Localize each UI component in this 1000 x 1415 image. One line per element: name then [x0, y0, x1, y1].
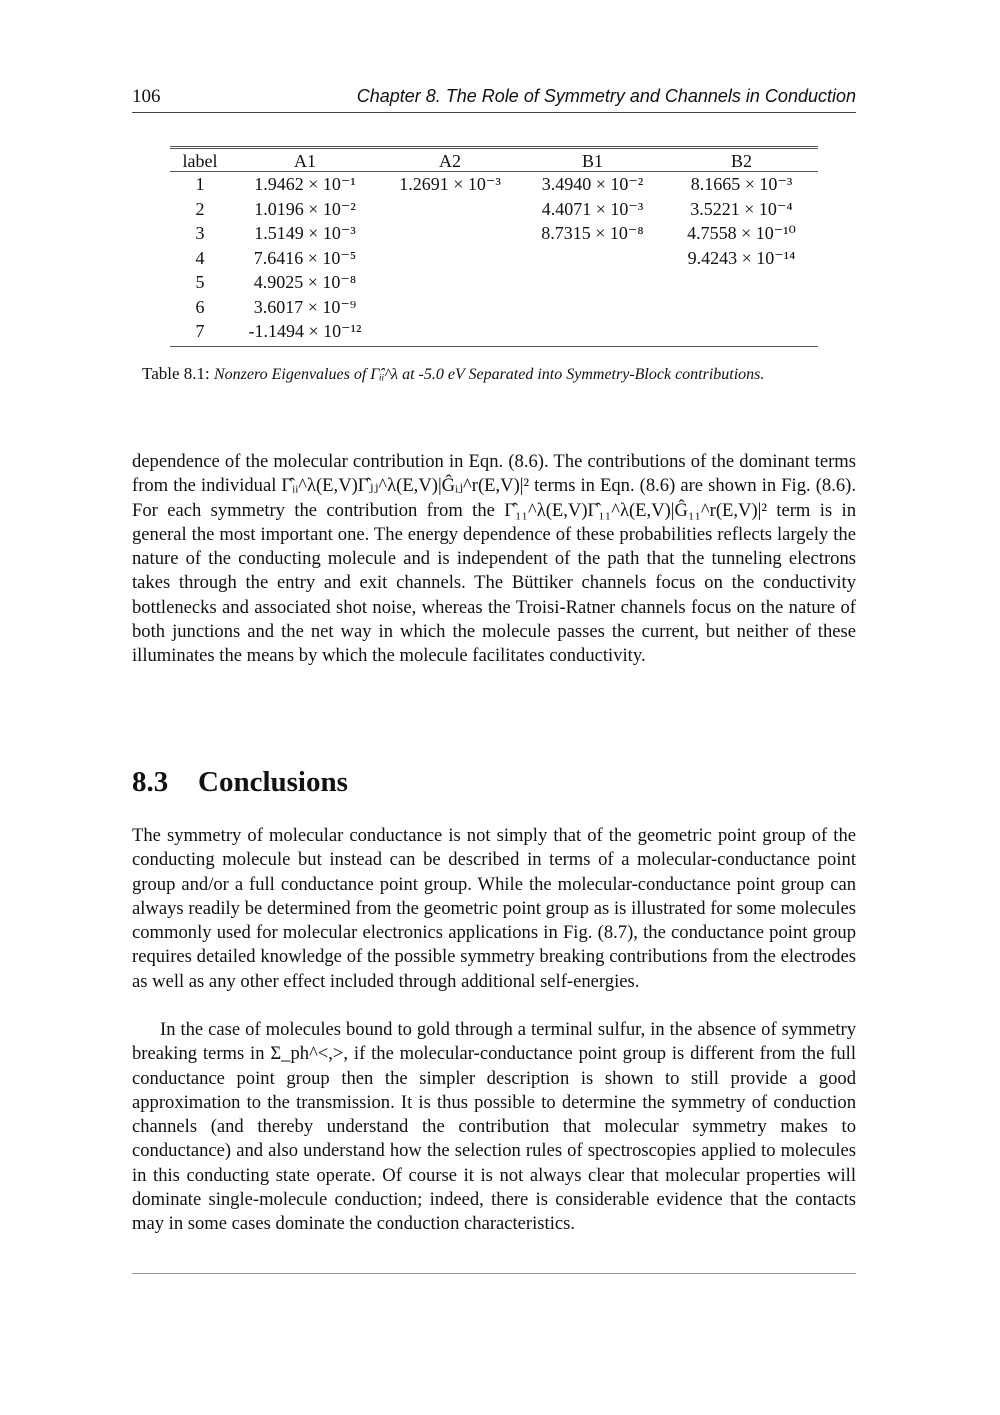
table-cell [380, 319, 520, 346]
table-cell: 1.0196 × 10⁻² [254, 198, 356, 219]
column-header: A1 [230, 148, 380, 172]
table-cell [380, 221, 520, 246]
eigenvalue-table [170, 146, 818, 347]
table-cell [380, 295, 520, 320]
section-heading [132, 766, 348, 799]
table-cell [520, 295, 665, 320]
table-cell: 4.9025 × 10⁻⁸ [253, 272, 357, 292]
table-row [170, 295, 818, 320]
caption-text: Nonzero Eigenvalues of Γ̂ᵢᵢ^λ at -5.0 eV Separated into Symmetry-Block contributions. [213, 366, 765, 383]
table-cell [665, 270, 818, 295]
table-cell: 7 [195, 321, 205, 341]
table-cell [380, 197, 520, 222]
table-row [170, 197, 818, 222]
table-row [170, 246, 818, 271]
table-cell: 6 [195, 296, 205, 317]
table-cell [665, 295, 818, 320]
table-row [170, 221, 818, 246]
body-paragraph: dependence of the molecular contribution in Eqn. (8.6). The contributions of the dominant terms from the individual Γ̂ᵢᵢ^λ(E,V)Γ̂ⱼⱼ^λ(E,V)|Ĝᵢⱼ^r(E,V)|² terms in Eqn. (8.6) are shown in Fig. (8.6). For each symmetry the contribution from the Γ̂₁₁^λ(E,V)Γ̂₁₁^λ(E,V)|Ĝ₁₁^r(E,V)|² term is in general the most important one. The energy dependence of these probabilities reflects largely the nature of the conducting molecule and is independent of the path that the tunneling electrons takes through the entry and exit channels. The Büttiker channels focus on the conductivity bottlenecks and associated shot noise, whereas the Troisi-Ratner channels focus on the nature of both junctions and the net way in which the molecule passes the current, but neither of these illuminates the means by which the molecule facilitates conductivity. [132, 451, 856, 667]
body-paragraph: The symmetry of molecular conductance is not simply that of the geometric point group of the conducting molecule but instead can be described in terms of a molecular-conductance point group and/or a full conductance point group. While the molecular-conductance point group can always readily be determined from the geometric point group as is illustrated for some molecules commonly used for molecular electronics applications in Fig. (8.7), the conductance point group requires detailed knowledge of the possible symmetry breaking contributions from the electrodes as well as any other effect included through additional self-energies. [132, 825, 856, 992]
table-row [170, 172, 818, 197]
column-header: label [170, 148, 230, 172]
table-cell: 1.5149 × 10⁻³ [254, 223, 356, 243]
body-paragraph: In the case of molecules bound to gold through a terminal sulfur, in the absence of symmetry breaking terms in Σ_ph^<,>, if the molecular-conductance point group is different from the full conductance point group then the simpler description is shown to still provide a good approximation to the transmission. It is thus possible to determine the symmetry of conduction channels (and thereby understand the contribution that molecular symmetry makes to conductance) and also understand how the selection rules of spectroscopies applied to molecules in this conducting state operate. Of course it is not always clear that molecular properties will dominate single-molecule conduction; indeed, there is considerable evidence that the contacts may in some cases dominate the conduction characteristics. [132, 1019, 856, 1235]
table-cell: 1.2691 × 10⁻³ [399, 174, 501, 194]
table-cell: 8.7315 × 10⁻⁸ [541, 223, 644, 243]
table-row [170, 319, 818, 346]
table-caption [142, 364, 856, 384]
table-cell [380, 270, 520, 295]
table-cell: 9.4243 × 10⁻¹⁴ [687, 247, 796, 268]
table-cell: 4.7558 × 10⁻¹⁰ [687, 223, 796, 243]
table-cell: 3.4940 × 10⁻² [541, 174, 644, 194]
table-cell [520, 246, 665, 271]
column-header: A2 [380, 148, 520, 172]
section-title: Conclusions [198, 766, 348, 798]
table-cell: -1.1494 × 10⁻¹² [248, 321, 362, 341]
column-header: B2 [665, 148, 818, 172]
table-cell: 5 [195, 272, 205, 292]
column-header: B1 [520, 148, 665, 172]
table-cell: 3.6017 × 10⁻⁹ [253, 296, 357, 317]
chapter-title: Chapter 8. The Role of Symmetry and Channels in Conduction [356, 86, 856, 106]
table-cell: 2 [195, 198, 205, 219]
table-cell: 8.1665 × 10⁻³ [690, 174, 793, 194]
table-cell [665, 319, 818, 346]
table-cell [520, 270, 665, 295]
table-cell: 3 [195, 223, 205, 243]
table-cell: 1 [195, 174, 205, 194]
table-cell: 1.9462 × 10⁻¹ [254, 174, 356, 194]
footer-rule [132, 1273, 856, 1274]
table-header-row [170, 148, 818, 172]
table-row [170, 270, 818, 295]
page-number: 106 [132, 86, 161, 107]
table-cell: 4.4071 × 10⁻³ [541, 198, 644, 219]
caption-label: Table 8.1: [142, 364, 210, 383]
section-number: 8.3 [132, 766, 169, 798]
table-body [170, 172, 818, 347]
table-cell: 7.6416 × 10⁻⁵ [253, 247, 357, 268]
running-head [132, 86, 856, 113]
table-cell: 3.5221 × 10⁻⁴ [690, 198, 793, 219]
table-cell: 4 [195, 247, 205, 268]
table-cell [520, 319, 665, 346]
table-cell [380, 246, 520, 271]
